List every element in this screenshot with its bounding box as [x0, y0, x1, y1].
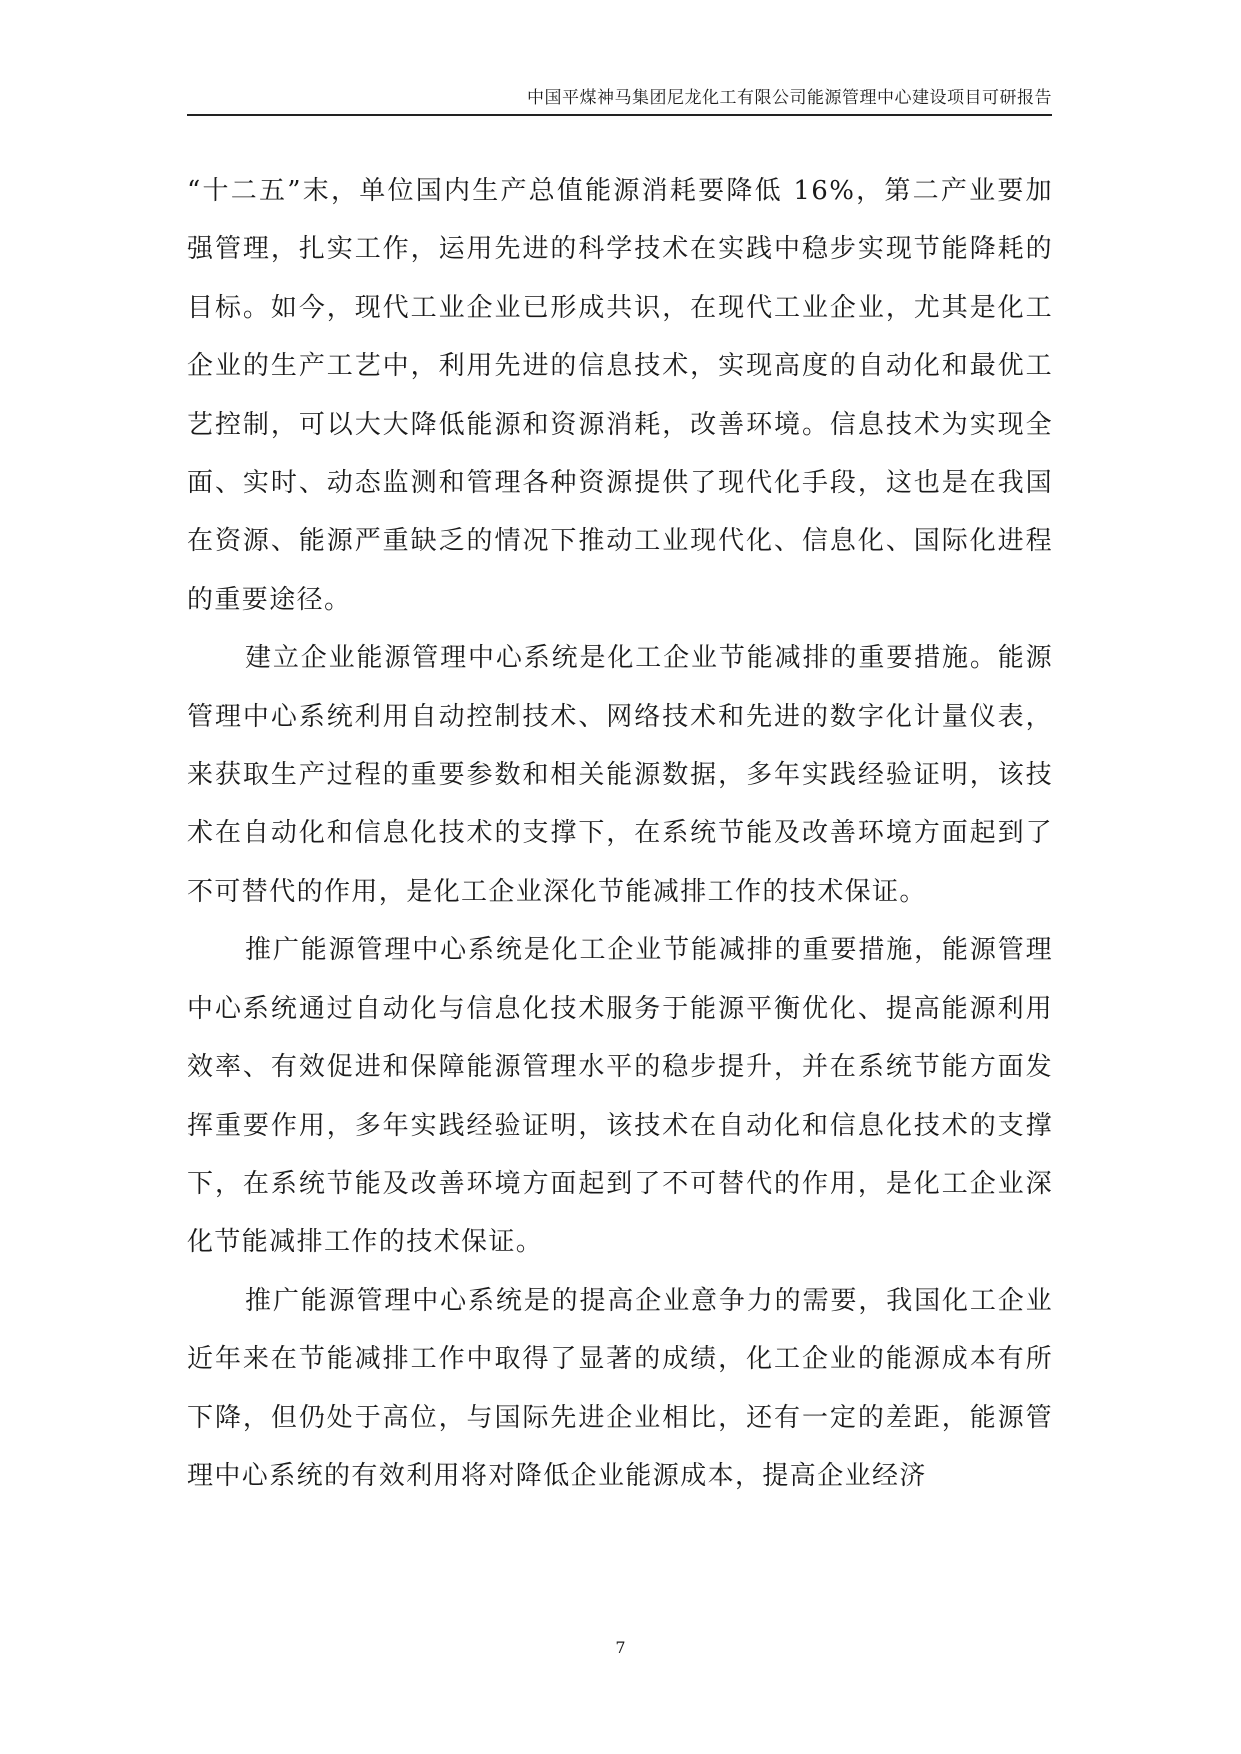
paragraph: 推广能源管理中心系统是的提高企业意争力的需要，我国化工企业近年来在节能减排工作中取得了显著的成绩，化工企业的能源成本有所下降，但仍处于高位，与国际先进企业相比，还有一定的差距，能源管理中心系统的有效利用将对降低企业能源成本，提高企业经济 [187, 1285, 1053, 1491]
paragraph: 建立企业能源管理中心系统是化工企业节能减排的重要措施。能源管理中心系统利用自动控制技术、网络技术和先进的数字化计量仪表，来获取生产过程的重要参数和相关能源数据，多年实践经验证明，该技术在自动化和信息化技术的支撑下，在系统节能及改善环境方面起到了不可替代的作用，是化工企业深化节能减排工作的技术保证。 [187, 643, 1053, 907]
page-number: 7 [615, 1638, 626, 1657]
document-body [187, 162, 1053, 1505]
running-header: 中国平煤神马集团尼龙化工有限公司能源管理中心建设项目可研报告 [187, 86, 1052, 116]
paragraph: “十二五”末，单位国内生产总值能源消耗要降低 16%，第二产业要加强管理，扎实工作，运用先进的科学技术在实践中稳步实现节能降耗的目标。如今，现代工业企业已形成共识，在现代工业企业，尤其是化工企业的生产工艺中，利用先进的信息技术，实现高度的自动化和最优工艺控制，可以大大降低能源和资源消耗，改善环境。信息技术为实现全面、实时、动态监测和管理各种资源提供了现代化手段，这也是在我国在资源、能源严重缺乏的情况下推动工业现代化、信息化、国际化进程的重要途径。 [187, 176, 1053, 615]
paragraph: 推广能源管理中心系统是化工企业节能减排的重要措施，能源管理中心系统通过自动化与信息化技术服务于能源平衡优化、提高能源利用效率、有效促进和保障能源管理水平的稳步提升，并在系统节能方面发挥重要作用，多年实践经验证明，该技术在自动化和信息化技术的支撑下，在系统节能及改善环境方面起到了不可替代的作用，是化工企业深化节能减排工作的技术保证。 [187, 935, 1053, 1258]
